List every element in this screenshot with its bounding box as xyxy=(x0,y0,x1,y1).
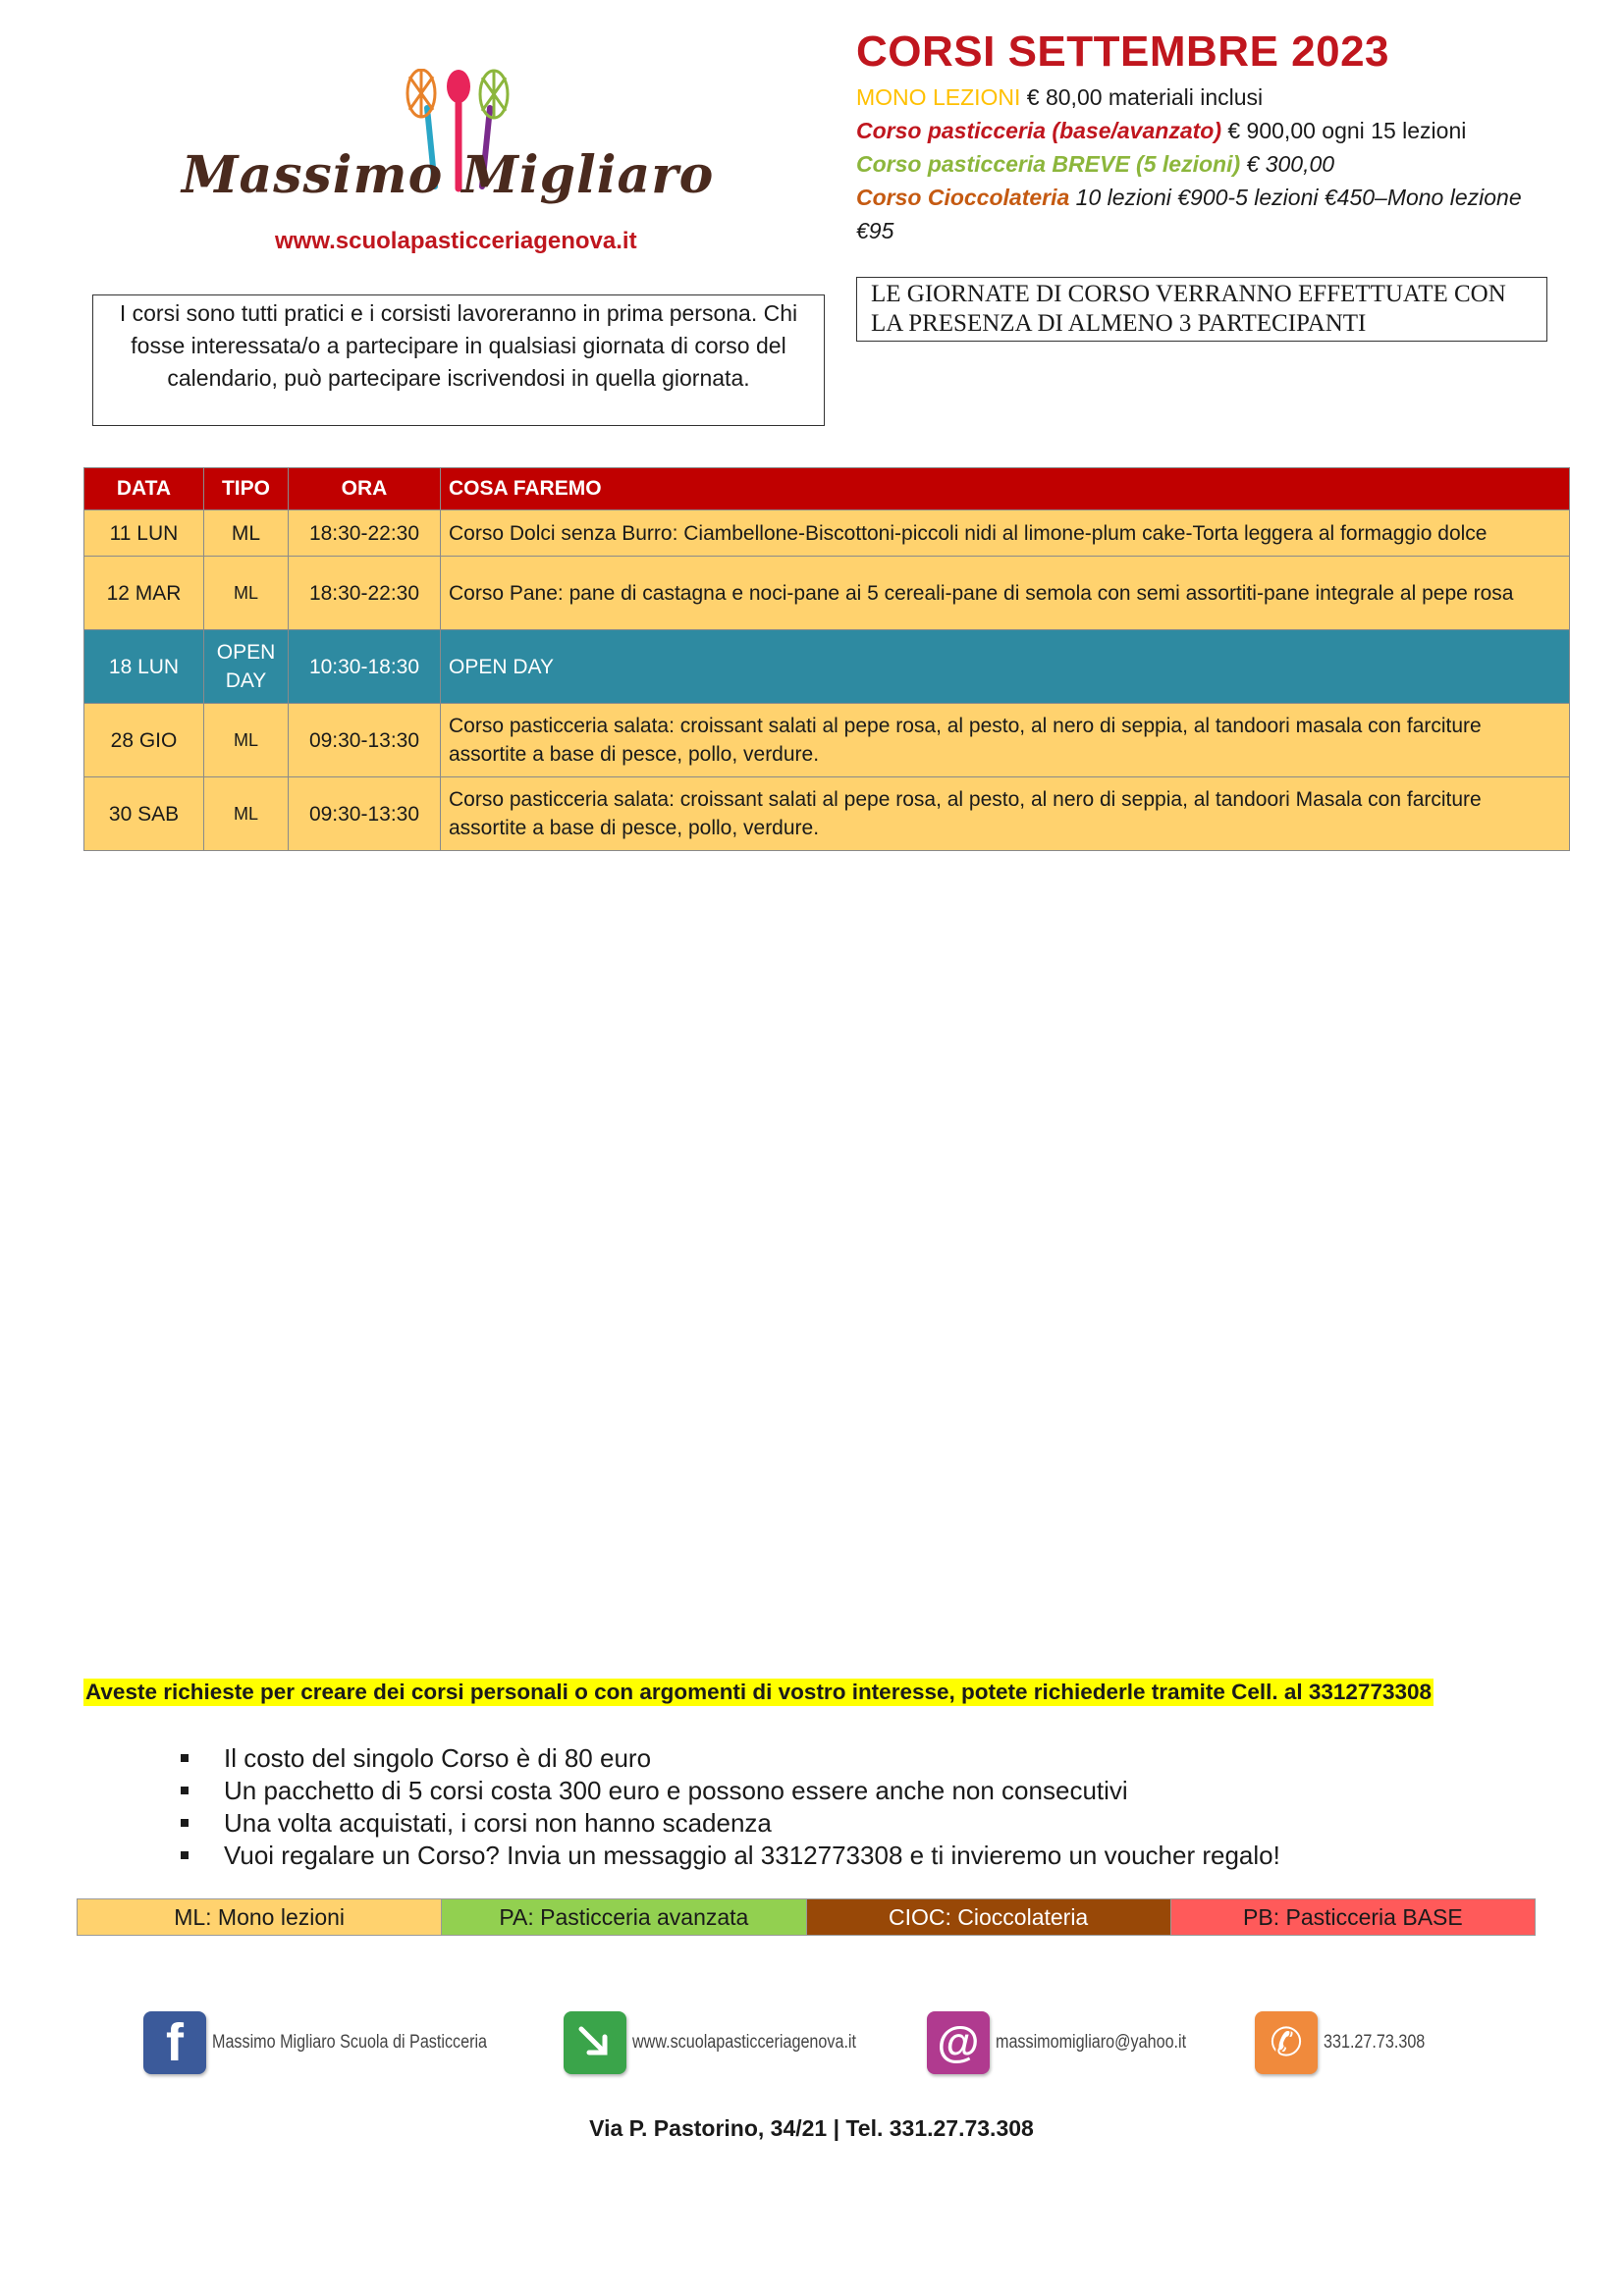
request-banner: Aveste richieste per creare dei corsi personali o con argomenti di vostro interesse, potete richiederle tramite Cell. al 3312773308 xyxy=(85,1680,1433,1704)
cell-descrizione: Corso pasticceria salata: croissant salati al pepe rosa, al pesto, al nero di seppia, al tandoori masala con farciture assortite a base di pesce, pollo, verdure. xyxy=(441,704,1570,777)
facebook-icon: f xyxy=(143,2011,206,2074)
contact-facebook-text: Massimo Migliaro Scuola di Pasticceria xyxy=(212,2032,488,2053)
price-mono xyxy=(856,80,1263,114)
cell-ora: 18:30-22:30 xyxy=(289,557,441,630)
legend-cioc: CIOC: Cioccolateria xyxy=(807,1899,1171,1935)
cell-tipo: ML xyxy=(204,557,289,630)
cell-data: 18 LUN xyxy=(84,630,204,704)
info-list xyxy=(224,1742,1280,1872)
legend xyxy=(77,1898,1536,1936)
notice-minimum-participants: LE GIORNATE DI CORSO VERRANNO EFFETTUATE CON LA PRESENZA DI ALMENO 3 PARTECIPANTI xyxy=(856,277,1547,342)
list-item xyxy=(224,1775,1280,1807)
bullet-square-icon xyxy=(181,1851,189,1859)
cell-ora: 10:30-18:30 xyxy=(289,630,441,704)
cell-ora: 09:30-13:30 xyxy=(289,777,441,851)
contact-phone[interactable] xyxy=(1255,2008,1443,2077)
contact-phone-text: 331.27.73.308 xyxy=(1324,2032,1426,2053)
price-breve xyxy=(856,147,1334,181)
col-header-data: DATA xyxy=(84,468,204,510)
page-title: CORSI SETTEMBRE 2023 xyxy=(856,27,1390,76)
legend-pa: PA: Pasticceria avanzata xyxy=(442,1899,806,1935)
cell-ora: 18:30-22:30 xyxy=(289,510,441,557)
bullet-square-icon xyxy=(181,1787,189,1794)
price-cioc-label: Corso Cioccolateria xyxy=(856,185,1070,210)
legend-ml: ML: Mono lezioni xyxy=(78,1899,442,1935)
contact-email-text: massimomigliaro@yahoo.it xyxy=(996,2032,1187,2053)
notice-courses-info: I corsi sono tutti pratici e i corsisti lavoreranno in prima persona. Chi fosse interessata/o a partecipare in qualsiasi giornata di corso del calendario, può partecipare iscrivendosi in quella giornata. xyxy=(92,294,825,426)
cell-descrizione: Corso Pane: pane di castagna e noci-pane ai 5 cereali-pane di semola con semi assortiti-pane integrale al pepe rosa xyxy=(441,557,1570,630)
phone-icon: ✆ xyxy=(1255,2011,1318,2074)
price-corso-value: € 900,00 ogni 15 lezioni xyxy=(1220,118,1467,143)
contact-email[interactable] xyxy=(927,2008,1219,2077)
cell-data: 12 MAR xyxy=(84,557,204,630)
cell-tipo: OPEN DAY xyxy=(204,630,289,704)
list-item xyxy=(224,1840,1280,1872)
list-item-text: Vuoi regalare un Corso? Invia un messaggio al 3312773308 e ti invieremo un voucher regalo! xyxy=(224,1841,1280,1870)
cell-descrizione: OPEN DAY xyxy=(441,630,1570,704)
legend-pb: PB: Pasticceria BASE xyxy=(1171,1899,1535,1935)
list-item xyxy=(224,1807,1280,1840)
table-row xyxy=(84,510,1570,557)
cell-descrizione: Corso Dolci senza Burro: Ciambellone-Biscottoni-piccoli nidi al limone-plum cake-Torta leggera al formaggio dolce xyxy=(441,510,1570,557)
table-row xyxy=(84,777,1570,851)
price-mono-value: € 80,00 materiali inclusi xyxy=(1020,84,1264,110)
price-corso-label: Corso pasticceria (base/avanzato) xyxy=(856,118,1221,143)
contact-web-text: www.scuolapasticceriagenova.it xyxy=(632,2032,857,2053)
contact-web[interactable] xyxy=(564,2008,895,2077)
at-icon: @ xyxy=(927,2011,990,2074)
cell-tipo: ML xyxy=(204,510,289,557)
bullet-square-icon xyxy=(181,1754,189,1762)
price-cioc-value: 10 lezioni €900-5 lezioni €450–Mono lezione €95 xyxy=(856,185,1522,243)
footer-address: Via P. Pastorino, 34/21 | Tel. 331.27.73.308 xyxy=(589,2115,1034,2141)
list-item-text: Il costo del singolo Corso è di 80 euro xyxy=(224,1743,652,1773)
cell-tipo: ML xyxy=(204,704,289,777)
table-row xyxy=(84,704,1570,777)
cell-tipo: ML xyxy=(204,777,289,851)
logo xyxy=(182,69,715,216)
list-item-text: Un pacchetto di 5 corsi costa 300 euro e possono essere anche non consecutivi xyxy=(224,1776,1128,1805)
price-cioc xyxy=(856,181,1534,247)
price-breve-label: Corso pasticceria BREVE (5 lezioni) xyxy=(856,151,1241,177)
price-corso xyxy=(856,114,1466,147)
price-breve-value: € 300,00 xyxy=(1240,151,1335,177)
table-header-row xyxy=(84,468,1570,510)
arrow-icon xyxy=(575,2023,615,2062)
web-arrow-icon xyxy=(564,2011,626,2074)
list-item xyxy=(224,1742,1280,1775)
bullet-square-icon xyxy=(181,1819,189,1827)
schedule-table xyxy=(83,467,1570,851)
contact-facebook[interactable] xyxy=(143,2008,535,2077)
cell-data: 28 GIO xyxy=(84,704,204,777)
logo-text: Massimo Migliaro xyxy=(182,145,715,205)
table-row-open-day xyxy=(84,630,1570,704)
col-header-cosa-faremo: COSA FAREMO xyxy=(441,468,1570,510)
col-header-ora: ORA xyxy=(289,468,441,510)
cell-data: 30 SAB xyxy=(84,777,204,851)
table-row xyxy=(84,557,1570,630)
cell-ora: 09:30-13:30 xyxy=(289,704,441,777)
price-mono-label: MONO LEZIONI xyxy=(856,84,1021,110)
website-link[interactable]: www.scuolapasticceriagenova.it xyxy=(275,228,637,254)
col-header-tipo: TIPO xyxy=(204,468,289,510)
list-item-text: Una volta acquistati, i corsi non hanno scadenza xyxy=(224,1808,772,1838)
cell-data: 11 LUN xyxy=(84,510,204,557)
cell-descrizione: Corso pasticceria salata: croissant salati al pepe rosa, al pesto, al nero di seppia, al tandoori Masala con farciture assortite a base di pesce, pollo, verdure. xyxy=(441,777,1570,851)
